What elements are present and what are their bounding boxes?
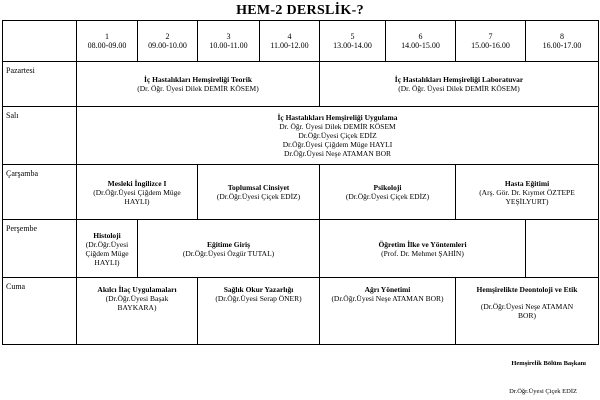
course-instructor: HAYLI) (124, 196, 150, 206)
department-head-name: Dr.Öğr.Üyesi Çiçek EDİZ (509, 388, 577, 395)
course-cell (138, 220, 320, 278)
schedule-table (2, 20, 599, 345)
period-header-5: 5 13.00-14.00 (320, 21, 386, 62)
period-header-1: 1 08.00-09.00 (77, 21, 138, 62)
day-label-thursday: Perşembe (3, 220, 77, 278)
period-header-6: 6 14.00-15.00 (386, 21, 456, 62)
course-instructor: Dr.Öğr.Üyesi Çiğdem Müge HAYLI (282, 140, 393, 149)
course-instructor: (Dr.Öğr.Üyesi Çiçek EDİZ) (345, 192, 430, 201)
course-title: İç Hastalıkları Hemşireliği Laboratuvar (394, 75, 524, 84)
period-header-3: 3 10.00-11.00 (198, 21, 260, 62)
course-title: Toplumsal Cinsiyet (227, 183, 290, 192)
course-cell (456, 165, 599, 220)
course-cell (77, 220, 138, 278)
empty-cell (526, 220, 599, 278)
course-cell (456, 278, 599, 345)
course-instructor: (Arş. Gör. Dr. Kıymet ÖZTEPE (479, 187, 575, 197)
course-instructor: Dr. Öğr. Üyesi Dilek DEMİR KÖSEM (279, 122, 396, 131)
course-instructor: (Dr. Öğr. Üyesi Dilek DEMİR KÖSEM) (137, 84, 259, 93)
course-cell (320, 62, 599, 107)
day-label-wednesday: Çarşamba (3, 165, 77, 220)
course-cell (77, 107, 599, 165)
course-instructor: BOR) (518, 311, 536, 320)
course-instructor: Dr.Öğr.Üyesi Neşe ATAMAN BOR (283, 149, 392, 158)
course-title: Psikoloji (373, 183, 402, 192)
course-instructor: Dr.Öğr.Üyesi Çiçek EDİZ (298, 131, 377, 140)
course-instructor: (Dr.Öğr.Üyesi Neşe ATAMAN BOR) (331, 294, 444, 303)
course-cell (198, 278, 320, 345)
department-head-title: Hemşirelik Bölüm Başkanı (511, 360, 586, 367)
course-title: Ağrı Yönetimi (364, 285, 411, 294)
course-instructor: (Dr.Öğr.Üyesi Özgür TUTAL) (182, 248, 275, 258)
page-title: HEM-2 DERSLİK-? (236, 3, 364, 18)
header-row (3, 21, 599, 62)
course-instructor: (Dr.Öğr.Üyesi (85, 239, 129, 249)
day-label-monday: Pazartesi (3, 62, 77, 107)
course-instructor: Çiğdem Müge (85, 248, 129, 258)
day-label-tuesday: Salı (3, 107, 77, 165)
course-cell (77, 278, 198, 345)
course-title: Sağlık Okur Yazarlığı (223, 285, 294, 294)
course-cell (320, 165, 456, 220)
course-title: Mesleki İngilizce I (107, 178, 167, 188)
course-instructor: (Dr. Öğr. Üyesi Dilek DEMİR KÖSEM) (398, 84, 520, 93)
course-cell (198, 165, 320, 220)
course-instructor: (Dr.Öğr.Üyesi Başak (105, 294, 169, 303)
course-title: Akılcı İlaç Uygulamaları (97, 285, 177, 294)
row-friday (3, 278, 599, 345)
course-title: İç Hastalıkları Hemşireliği Uygulama (277, 113, 398, 122)
course-instructor: HAYLI) (94, 257, 120, 267)
course-title: Hemşirelikte Deontoloji ve Etik (476, 285, 578, 294)
course-instructor: (Dr.Öğr.Üyesi Neşe ATAMAN (480, 302, 574, 311)
course-instructor: (Dr.Öğr.Üyesi Çiğdem Müge (93, 187, 181, 197)
period-header-2: 2 09.00-10.00 (138, 21, 198, 62)
course-cell (77, 62, 320, 107)
course-instructor: (Dr.Öğr.Üyesi Çiçek EDİZ) (216, 192, 301, 201)
course-cell (320, 220, 526, 278)
period-header-8: 8 16.00-17.00 (526, 21, 599, 62)
period-header-7: 7 15.00-16.00 (456, 21, 526, 62)
course-instructor: (Dr.Öğr.Üyesi Serap ÖNER) (215, 294, 302, 303)
course-title: Hasta Eğitimi (504, 178, 550, 188)
course-title: Eğitime Giriş (206, 239, 251, 249)
row-monday (3, 62, 599, 107)
course-instructor: BAYKARA) (117, 303, 157, 312)
course-cell (320, 278, 456, 345)
row-tuesday (3, 107, 599, 165)
course-title: Histoloji (93, 230, 121, 240)
row-wednesday (3, 165, 599, 220)
course-instructor: (Prof. Dr. Mehmet ŞAHİN) (381, 248, 464, 258)
course-title: Öğretim İlke ve Yöntemleri (378, 239, 467, 249)
course-title: İç Hastalıkları Hemşireliği Teorik (144, 75, 252, 84)
period-header-4: 4 11.00-12.00 (260, 21, 320, 62)
day-label-friday: Cuma (3, 278, 77, 345)
row-thursday (3, 220, 599, 278)
course-cell (77, 165, 198, 220)
corner-cell (3, 21, 77, 62)
course-instructor: YEŞİLYURT) (505, 196, 549, 206)
